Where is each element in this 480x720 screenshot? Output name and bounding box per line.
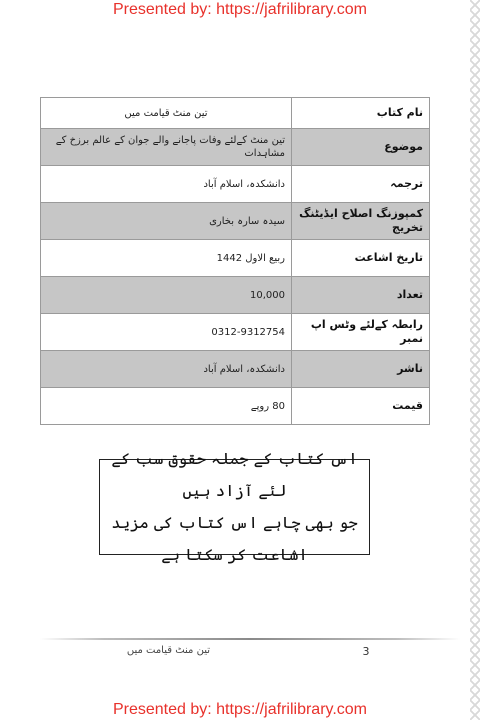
table-row <box>41 240 430 277</box>
footer-divider <box>40 638 460 640</box>
row-value: 10,000 <box>41 277 292 314</box>
decorative-side-border <box>470 0 480 720</box>
table-row <box>41 166 430 203</box>
row-label: قیمت <box>292 388 430 425</box>
running-title: تین منٹ قیامت میں <box>126 645 210 656</box>
row-value: ربیع الاول 1442 <box>41 240 292 277</box>
table-row <box>41 203 430 240</box>
row-label: تعداد <box>292 277 430 314</box>
table-row <box>41 388 430 425</box>
table-row <box>41 314 430 351</box>
row-label: ترجمہ <box>292 166 430 203</box>
rights-notice-line: اس کتاب کے جملہ حقوق سب کے لئے آزاد ہیں <box>111 449 358 500</box>
row-label: تاریخ اشاعت <box>292 240 430 277</box>
row-label: کمپوزنگ اصلاح ایڈیٹنگ تخریج <box>292 203 430 240</box>
row-value: 0312-9312754 <box>41 314 292 351</box>
row-label: ناشر <box>292 351 430 388</box>
row-value: تین منٹ قیامت میں <box>41 98 292 129</box>
rights-notice-box <box>99 449 370 564</box>
row-value: دانشکدہ، اسلام آباد <box>41 166 292 203</box>
row-label: نام کتاب <box>292 98 430 129</box>
table-row <box>41 277 430 314</box>
row-value: 80 روپے <box>41 388 292 425</box>
footer-website-link[interactable]: Presented by: https://jafrilibrary.com <box>112 701 368 718</box>
row-value: دانشکدہ، اسلام آباد <box>41 351 292 388</box>
rights-notice-line: جو بھی چاہے اس کتاب کی مزید اشاعت کر سکتا ہے <box>111 513 358 564</box>
row-value: تین منٹ کےلئے وفات پاجانے والے جوان کے عالم برزخ کے مشاہدات <box>41 129 292 166</box>
header-website-link[interactable]: Presented by: https://jafrilibrary.com <box>112 1 368 18</box>
row-value: سیدہ سارہ بخاری <box>41 203 292 240</box>
table-row <box>41 351 430 388</box>
book-info-table <box>40 97 430 425</box>
page-number: 3 <box>362 645 370 658</box>
row-label: موضوع <box>292 129 430 166</box>
row-label: رابطہ کےلئے وٹس اپ نمبر <box>292 314 430 351</box>
table-row <box>41 98 430 129</box>
table-row <box>41 129 430 166</box>
